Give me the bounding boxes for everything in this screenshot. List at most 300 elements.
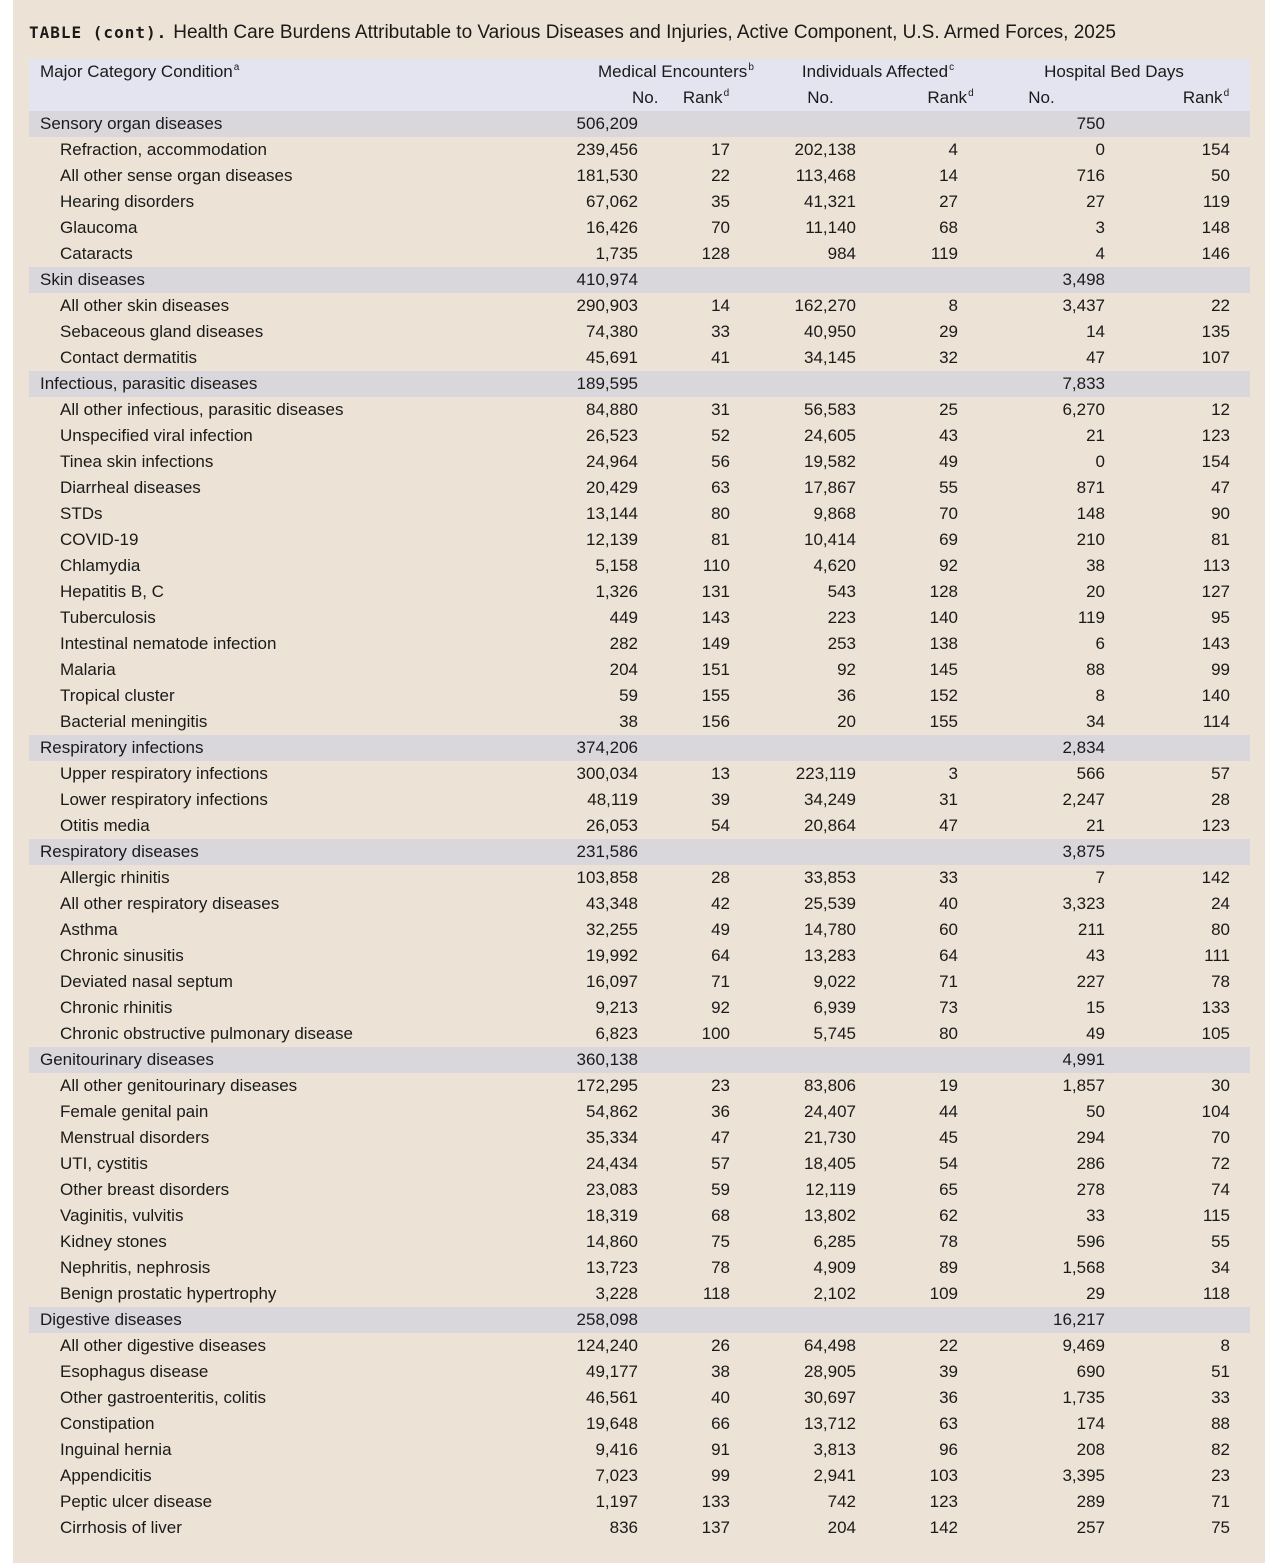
hospital-bed-days-rank-cell: 119 [1202,192,1230,211]
medical-encounters-rank-cell: 52 [711,426,730,445]
medical-encounters-no-cell: 6,823 [595,1024,638,1043]
medical-encounters-rank-cell [640,1047,732,1073]
individuals-affected-rank-cell: 64 [939,946,958,965]
medical-encounters-no-cell: 24,434 [586,1154,638,1173]
individuals-affected-no-cell: 24,605 [804,426,856,445]
hospital-bed-days-no-cell: 596 [1076,1232,1105,1251]
hospital-bed-days-no-cell: 566 [1076,764,1105,783]
individuals-affected-no-cell: 13,712 [804,1414,856,1433]
individuals-affected-no-cell [732,735,872,761]
table-row [29,1437,1250,1463]
medical-encounters-no-cell: 1,197 [595,1492,638,1511]
condition-name-cell: All other respiratory diseases [60,894,280,913]
hospital-bed-days-rank-cell: 127 [1201,582,1230,601]
medical-encounters-no-cell: 258,098 [548,1307,640,1333]
hospital-bed-days-rank-cell: 23 [1211,1466,1230,1485]
table-row [29,527,1250,553]
condition-name-cell: Tropical cluster [60,686,175,705]
medical-encounters-rank-cell: 156 [701,712,730,731]
table-row [29,449,1250,475]
individuals-affected-no-cell: 162,270 [794,296,856,315]
condition-name-cell: All other infectious, parasitic diseases [60,400,344,419]
table-row [29,891,1250,917]
individuals-affected-rank-cell: 14 [939,166,958,185]
individuals-affected-no-cell: 6,285 [813,1232,856,1251]
condition-name-cell: Other gastroenteritis, colitis [60,1388,266,1407]
hospital-bed-days-rank-cell: 140 [1201,686,1230,705]
individuals-affected-rank-cell: 119 [930,244,958,263]
individuals-affected-rank-cell [872,839,974,865]
individuals-affected-no-cell: 4,620 [813,556,856,575]
individuals-affected-rank-cell: 60 [939,920,958,939]
hospital-bed-days-no-cell: 174 [1076,1414,1105,1433]
individuals-affected-no-cell: 742 [827,1492,856,1511]
table-row [29,1515,1250,1541]
condition-name-cell: Skin diseases [29,267,548,293]
hospital-bed-days-no-cell: 716 [1076,166,1105,185]
medical-encounters-rank-cell: 14 [711,296,730,315]
condition-name-cell: Malaria [60,660,116,679]
hospital-bed-days-no-cell: 15 [1086,998,1105,1017]
category-row [29,1047,1250,1073]
header-row-columns [29,85,1250,111]
header-individuals-affected: Individuals Affected$^c$ [732,59,974,85]
medical-encounters-no-cell: 239,456 [576,140,638,159]
medical-encounters-no-cell: 16,426 [586,218,638,237]
medical-encounters-no-cell: 23,083 [586,1180,638,1199]
medical-encounters-rank-cell [640,371,732,397]
individuals-affected-no-cell: 92 [837,660,856,679]
individuals-affected-no-cell: 18,405 [804,1154,856,1173]
table-row [29,1333,1250,1359]
condition-name-cell: Asthma [60,920,118,939]
hospital-bed-days-no-cell: 3,395 [1062,1466,1105,1485]
individuals-affected-rank-cell: 140 [929,608,958,627]
hospital-bed-days-rank-cell: 123 [1201,426,1230,445]
medical-encounters-rank-cell: 78 [711,1258,730,1277]
table-row [29,137,1250,163]
medical-encounters-rank-cell: 133 [701,1492,730,1511]
condition-name-cell: Chronic sinusitis [60,946,184,965]
hospital-bed-days-rank-cell: 74 [1211,1180,1230,1199]
hospital-bed-days-rank-cell: 81 [1211,530,1230,549]
medical-encounters-rank-cell: 28 [711,868,730,887]
condition-name-cell: Cataracts [60,244,133,263]
medical-encounters-no-cell: 38 [619,712,638,731]
condition-name-cell: Otitis media [60,816,150,835]
hospital-bed-days-no-cell: 3 [1095,218,1105,237]
hospital-bed-days-rank-cell: 95 [1211,608,1230,627]
medical-encounters-rank-cell: 41 [711,348,730,367]
individuals-affected-no-cell: 20,864 [804,816,856,835]
individuals-affected-rank-cell: 54 [939,1154,958,1173]
hospital-bed-days-no-cell: 148 [1076,504,1105,523]
hospital-bed-days-rank-cell: 99 [1211,660,1230,679]
title-label: TABLE (cont). [29,23,168,42]
individuals-affected-rank-cell: 73 [939,998,958,1017]
table-row [29,241,1250,267]
medical-encounters-no-cell: 84,880 [586,400,638,419]
condition-name-cell: Peptic ulcer disease [60,1492,213,1511]
table-row [29,1073,1250,1099]
hospital-bed-days-no-cell: 2,834 [974,735,1106,761]
hospital-bed-days-rank-cell: 47 [1211,478,1230,497]
hospital-bed-days-rank-cell [1106,839,1250,865]
medical-encounters-rank-cell: 31 [711,400,730,419]
condition-name-cell: Other breast disorders [60,1180,230,1199]
hospital-bed-days-no-cell: 33 [1086,1206,1105,1225]
medical-encounters-rank-cell: 75 [711,1232,730,1251]
hospital-bed-days-no-cell: 29 [1086,1284,1105,1303]
hospital-bed-days-no-cell: 16,217 [974,1307,1106,1333]
header-ia-rank: Rank$^d$ [872,85,974,111]
hospital-bed-days-no-cell: 3,323 [1062,894,1105,913]
individuals-affected-rank-cell: 25 [939,400,958,419]
individuals-affected-rank-cell [872,735,974,761]
table-row [29,1281,1250,1307]
hospital-bed-days-no-cell: 1,857 [1062,1076,1105,1095]
hospital-bed-days-no-cell: 286 [1076,1154,1105,1173]
table-row [29,969,1250,995]
hospital-bed-days-no-cell: 227 [1076,972,1105,991]
medical-encounters-no-cell: 26,053 [586,816,638,835]
individuals-affected-rank-cell: 70 [939,504,958,523]
data-table [29,59,1250,1541]
hospital-bed-days-rank-cell: 8 [1220,1336,1230,1355]
individuals-affected-rank-cell: 123 [929,1492,958,1511]
hospital-bed-days-no-cell: 20 [1086,582,1105,601]
medical-encounters-no-cell: 35,334 [586,1128,638,1147]
hospital-bed-days-no-cell: 7 [1095,868,1105,887]
medical-encounters-rank-cell: 42 [711,894,730,913]
medical-encounters-rank-cell: 143 [701,608,730,627]
table-row [29,189,1250,215]
individuals-affected-no-cell: 40,950 [804,322,856,341]
medical-encounters-rank-cell: 56 [711,452,730,471]
header-ia-no: No. [732,85,872,111]
medical-encounters-no-cell: 14,860 [586,1232,638,1251]
hospital-bed-days-no-cell: 208 [1076,1440,1105,1459]
hospital-bed-days-no-cell: 21 [1086,426,1105,445]
condition-name-cell: Inguinal hernia [60,1440,172,1459]
table-row [29,397,1250,423]
medical-encounters-no-cell: 12,139 [586,530,638,549]
hospital-bed-days-no-cell: 4 [1095,244,1105,263]
medical-encounters-rank-cell [640,735,732,761]
hospital-bed-days-rank-cell: 115 [1202,1206,1230,1225]
condition-name-cell: Allergic rhinitis [60,868,170,887]
individuals-affected-rank-cell: 19 [939,1076,958,1095]
condition-name-cell: Infectious, parasitic diseases [29,371,548,397]
medical-encounters-rank-cell: 99 [711,1466,730,1485]
condition-name-cell: Cirrhosis of liver [60,1518,182,1537]
hospital-bed-days-no-cell: 43 [1086,946,1105,965]
hospital-bed-days-no-cell: 690 [1076,1362,1105,1381]
hospital-bed-days-rank-cell: 30 [1211,1076,1230,1095]
condition-name-cell: All other sense organ diseases [60,166,293,185]
hospital-bed-days-rank-cell: 55 [1211,1232,1230,1251]
medical-encounters-no-cell: 189,595 [548,371,640,397]
category-row [29,1307,1250,1333]
medical-encounters-rank-cell: 71 [711,972,730,991]
medical-encounters-no-cell: 19,648 [586,1414,638,1433]
hospital-bed-days-no-cell: 6,270 [1062,400,1105,419]
individuals-affected-rank-cell [872,371,974,397]
table-title [29,19,1116,47]
hospital-bed-days-rank-cell: 50 [1211,166,1230,185]
medical-encounters-rank-cell: 47 [711,1128,730,1147]
medical-encounters-no-cell: 181,530 [576,166,638,185]
medical-encounters-rank-cell: 63 [711,478,730,497]
hospital-bed-days-no-cell: 1,735 [1062,1388,1105,1407]
individuals-affected-no-cell: 3,813 [813,1440,856,1459]
hospital-bed-days-no-cell: 871 [1076,478,1105,497]
individuals-affected-no-cell: 19,582 [804,452,856,471]
category-row [29,267,1250,293]
individuals-affected-no-cell: 5,745 [813,1024,856,1043]
hospital-bed-days-rank-cell: 33 [1211,1388,1230,1407]
individuals-affected-rank-cell: 45 [939,1128,958,1147]
table-row [29,787,1250,813]
table-row [29,813,1250,839]
hospital-bed-days-rank-cell: 88 [1211,1414,1230,1433]
table-row [29,1229,1250,1255]
hospital-bed-days-no-cell: 119 [1077,608,1105,627]
individuals-affected-rank-cell: 138 [929,634,958,653]
hospital-bed-days-no-cell: 3,875 [974,839,1106,865]
medical-encounters-no-cell: 46,561 [586,1388,638,1407]
medical-encounters-rank-cell: 49 [711,920,730,939]
hospital-bed-days-rank-cell: 113 [1202,556,1230,575]
condition-name-cell: Diarrheal diseases [60,478,201,497]
table-row [29,553,1250,579]
individuals-affected-no-cell: 202,138 [794,140,856,159]
medical-encounters-no-cell: 54,862 [586,1102,638,1121]
category-row [29,111,1250,137]
medical-encounters-rank-cell: 92 [711,998,730,1017]
table-row [29,1359,1250,1385]
medical-encounters-rank-cell: 40 [711,1388,730,1407]
hospital-bed-days-rank-cell: 90 [1211,504,1230,523]
medical-encounters-rank-cell: 26 [711,1336,730,1355]
hospital-bed-days-no-cell: 8 [1095,686,1105,705]
table-row [29,631,1250,657]
category-row [29,371,1250,397]
condition-name-cell: Digestive diseases [29,1307,548,1333]
table-row [29,215,1250,241]
table-row [29,657,1250,683]
header-major-category: Major Category Condition$^a$ [29,59,548,85]
individuals-affected-no-cell: 984 [827,244,856,263]
medical-encounters-rank-cell [640,839,732,865]
hospital-bed-days-rank-cell: 143 [1201,634,1230,653]
hospital-bed-days-no-cell: 49 [1086,1024,1105,1043]
medical-encounters-rank-cell: 22 [711,166,730,185]
header-hb-no: No. [974,85,1106,111]
individuals-affected-no-cell: 34,249 [804,790,856,809]
hospital-bed-days-rank-cell: 118 [1202,1284,1230,1303]
hospital-bed-days-rank-cell: 146 [1201,244,1230,263]
medical-encounters-rank-cell: 118 [702,1284,730,1303]
medical-encounters-no-cell: 5,158 [595,556,638,575]
individuals-affected-rank-cell: 155 [929,712,958,731]
medical-encounters-rank-cell: 128 [701,244,730,263]
hospital-bed-days-no-cell: 2,247 [1062,790,1105,809]
medical-encounters-no-cell: 836 [609,1518,638,1537]
header-me-no: No. [548,85,640,111]
individuals-affected-no-cell: 543 [827,582,856,601]
condition-name-cell: Hearing disorders [60,192,195,211]
individuals-affected-no-cell: 9,868 [813,504,856,523]
individuals-affected-no-cell: 13,802 [804,1206,856,1225]
condition-name-cell: Lower respiratory infections [60,790,268,809]
hospital-bed-days-rank-cell: 135 [1201,322,1230,341]
header-blank [29,85,548,111]
individuals-affected-no-cell: 30,697 [804,1388,856,1407]
hospital-bed-days-no-cell: 750 [974,111,1106,137]
category-row [29,735,1250,761]
hospital-bed-days-no-cell: 34 [1086,712,1105,731]
individuals-affected-no-cell: 83,806 [804,1076,856,1095]
individuals-affected-no-cell: 2,102 [813,1284,856,1303]
individuals-affected-no-cell: 34,145 [804,348,856,367]
hospital-bed-days-rank-cell: 78 [1211,972,1230,991]
hospital-bed-days-no-cell: 50 [1086,1102,1105,1121]
individuals-affected-rank-cell: 142 [929,1518,958,1537]
individuals-affected-rank-cell: 32 [939,348,958,367]
condition-name-cell: Chronic rhinitis [60,998,173,1017]
condition-name-cell: All other skin diseases [60,296,230,315]
individuals-affected-no-cell: 113,468 [795,166,856,185]
individuals-affected-rank-cell: 27 [939,192,958,211]
individuals-affected-no-cell: 28,905 [804,1362,856,1381]
medical-encounters-rank-cell: 57 [711,1154,730,1173]
header-hb-rank: Rank$^d$ [1106,85,1250,111]
hospital-bed-days-rank-cell: 57 [1211,764,1230,783]
medical-encounters-no-cell: 9,213 [595,998,638,1017]
hospital-bed-days-no-cell: 47 [1086,348,1105,367]
medical-encounters-rank-cell: 13 [711,764,730,783]
medical-encounters-no-cell: 103,858 [576,868,638,887]
condition-name-cell: All other genitourinary diseases [60,1076,298,1095]
table-row [29,943,1250,969]
individuals-affected-rank-cell [872,267,974,293]
individuals-affected-no-cell: 223 [827,608,856,627]
condition-name-cell: Kidney stones [60,1232,167,1251]
medical-encounters-rank-cell: 35 [711,192,730,211]
medical-encounters-no-cell: 9,416 [595,1440,638,1459]
table-row [29,1463,1250,1489]
table-row [29,423,1250,449]
condition-name-cell: Bacterial meningitis [60,712,208,731]
condition-name-cell: Respiratory diseases [29,839,548,865]
medical-encounters-rank-cell: 151 [701,660,730,679]
table-row [29,1125,1250,1151]
medical-encounters-no-cell: 374,206 [548,735,640,761]
hospital-bed-days-no-cell: 14 [1086,322,1105,341]
medical-encounters-rank-cell: 36 [711,1102,730,1121]
individuals-affected-rank-cell: 3 [948,764,958,783]
table-row [29,1489,1250,1515]
medical-encounters-no-cell: 290,903 [576,296,638,315]
table-row [29,475,1250,501]
table-row [29,1385,1250,1411]
medical-encounters-no-cell: 231,586 [548,839,640,865]
condition-name-cell: Vaginitis, vulvitis [60,1206,184,1225]
condition-name-cell: Constipation [60,1414,155,1433]
table-row [29,917,1250,943]
medical-encounters-no-cell: 7,023 [595,1466,638,1485]
medical-encounters-no-cell: 45,691 [586,348,638,367]
header-medical-encounters: Medical Encounters$^b$ [548,59,732,85]
hospital-bed-days-rank-cell [1106,1307,1250,1333]
hospital-bed-days-rank-cell: 111 [1204,946,1230,965]
hospital-bed-days-rank-cell: 51 [1211,1362,1230,1381]
medical-encounters-no-cell: 67,062 [586,192,638,211]
individuals-affected-rank-cell: 71 [939,972,958,991]
medical-encounters-no-cell: 24,964 [586,452,638,471]
individuals-affected-rank-cell: 29 [939,322,958,341]
hospital-bed-days-rank-cell [1106,267,1250,293]
medical-encounters-rank-cell: 100 [701,1024,730,1043]
hospital-bed-days-no-cell: 88 [1086,660,1105,679]
table-body [29,111,1250,1541]
medical-encounters-no-cell: 43,348 [586,894,638,913]
table-row [29,1411,1250,1437]
medical-encounters-no-cell: 3,228 [595,1284,638,1303]
individuals-affected-no-cell: 17,867 [804,478,856,497]
medical-encounters-no-cell: 172,295 [576,1076,638,1095]
individuals-affected-no-cell: 64,498 [804,1336,856,1355]
condition-name-cell: Unspecified viral infection [60,426,253,445]
hospital-bed-days-no-cell: 27 [1086,192,1105,211]
hospital-bed-days-rank-cell: 82 [1211,1440,1230,1459]
individuals-affected-no-cell: 204 [827,1518,856,1537]
individuals-affected-rank-cell: 96 [939,1440,958,1459]
condition-name-cell: Hepatitis B, C [60,582,164,601]
hospital-bed-days-rank-cell: 107 [1201,348,1230,367]
table-row [29,995,1250,1021]
table-row [29,579,1250,605]
medical-encounters-no-cell: 74,380 [586,322,638,341]
hospital-bed-days-rank-cell [1106,1047,1250,1073]
individuals-affected-no-cell [732,1307,872,1333]
individuals-affected-rank-cell: 40 [939,894,958,913]
medical-encounters-rank-cell: 149 [701,634,730,653]
medical-encounters-rank-cell: 64 [711,946,730,965]
hospital-bed-days-rank-cell: 72 [1211,1154,1230,1173]
hospital-bed-days-no-cell: 0 [1095,452,1105,471]
hospital-bed-days-no-cell: 257 [1076,1518,1105,1537]
medical-encounters-no-cell: 18,319 [586,1206,638,1225]
table-row [29,709,1250,735]
hospital-bed-days-rank-cell: 80 [1211,920,1230,939]
hospital-bed-days-no-cell: 210 [1076,530,1105,549]
medical-encounters-rank-cell: 54 [711,816,730,835]
hospital-bed-days-no-cell: 1,568 [1062,1258,1105,1277]
condition-name-cell: Appendicitis [60,1466,152,1485]
individuals-affected-no-cell: 13,283 [804,946,856,965]
hospital-bed-days-rank-cell: 104 [1201,1102,1230,1121]
individuals-affected-rank-cell: 55 [939,478,958,497]
individuals-affected-no-cell: 33,853 [804,868,856,887]
individuals-affected-no-cell: 21,730 [804,1128,856,1147]
medical-encounters-no-cell: 26,523 [586,426,638,445]
individuals-affected-no-cell: 25,539 [804,894,856,913]
hospital-bed-days-rank-cell: 34 [1211,1258,1230,1277]
individuals-affected-rank-cell: 152 [929,686,958,705]
condition-name-cell: Female genital pain [60,1102,209,1121]
